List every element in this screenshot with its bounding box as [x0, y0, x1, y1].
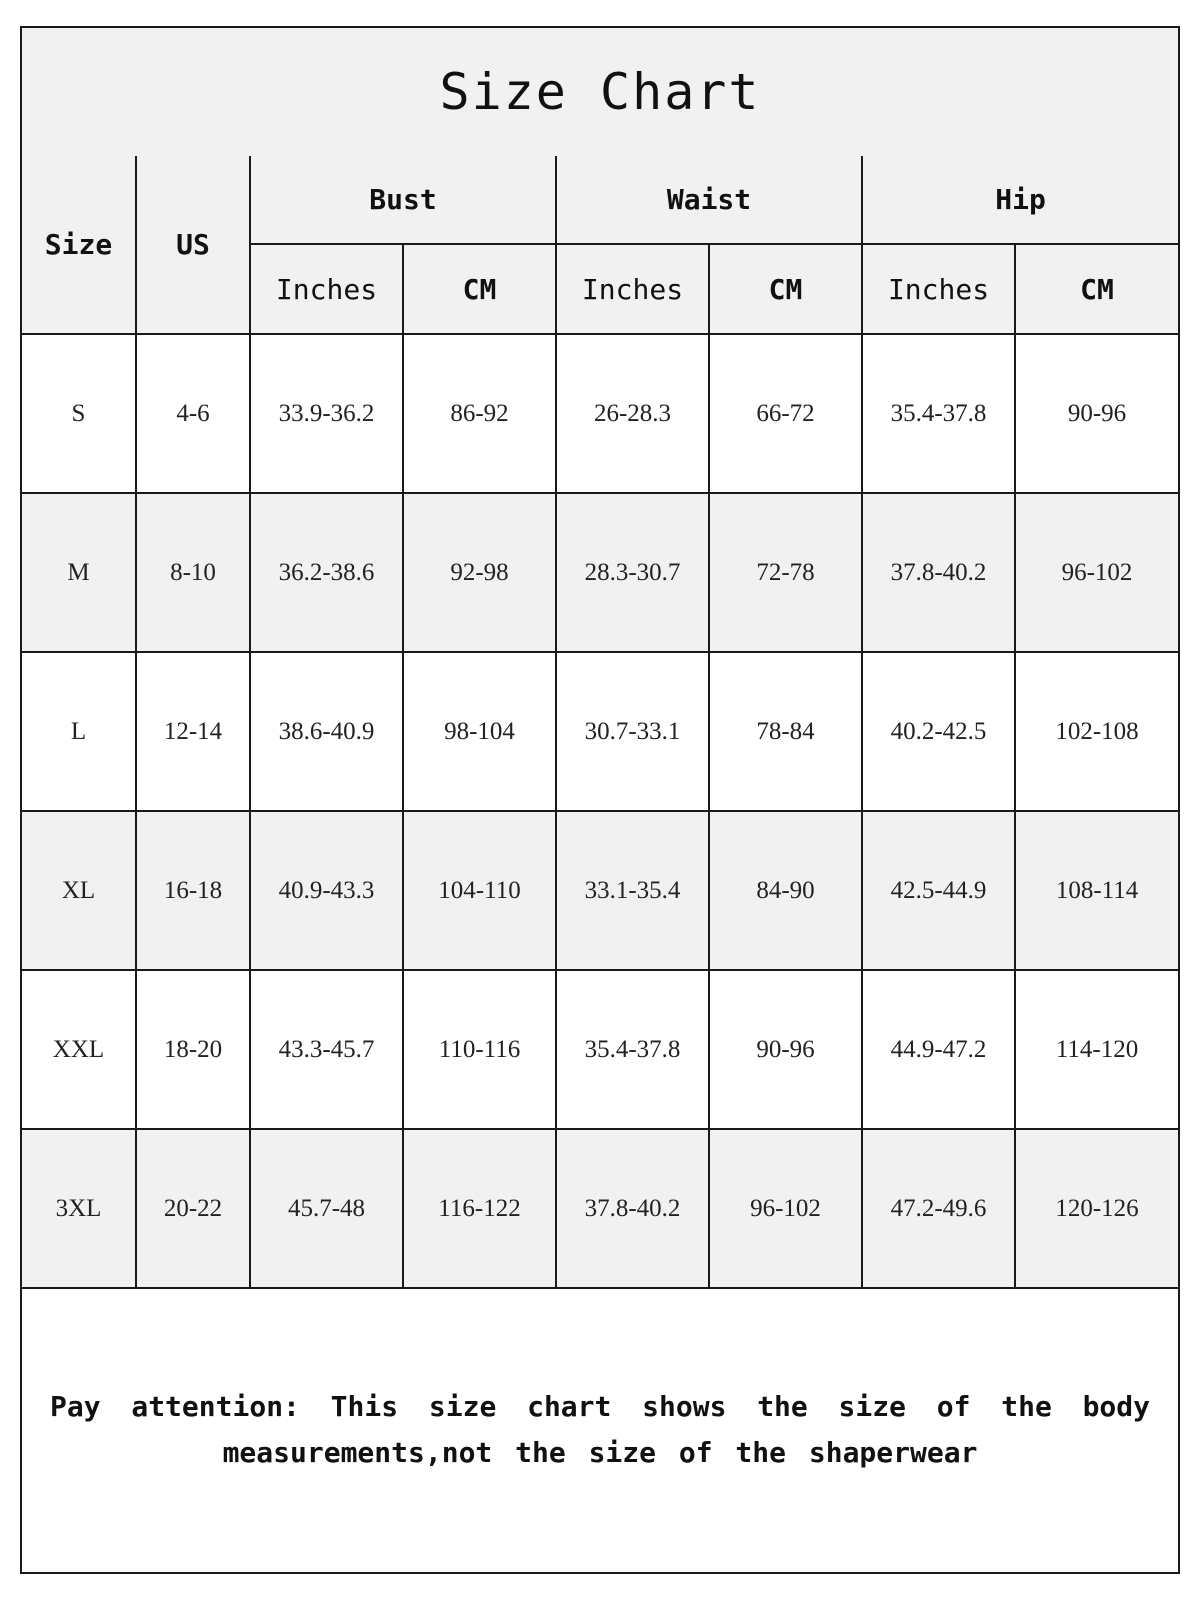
cell-waist-inches: 33.1-35.4 — [556, 811, 709, 970]
header-waist-inches: Inches — [556, 244, 709, 334]
cell-hip-inches: 42.5-44.9 — [862, 811, 1015, 970]
title-bar — [22, 28, 1178, 158]
cell-us: 20-22 — [136, 1129, 250, 1288]
cell-us: 4-6 — [136, 334, 250, 493]
cell-us: 18-20 — [136, 970, 250, 1129]
cell-bust-inches: 45.7-48 — [250, 1129, 403, 1288]
cell-hip-inches: 37.8-40.2 — [862, 493, 1015, 652]
cell-waist-cm: 90-96 — [709, 970, 862, 1129]
cell-hip-cm: 96-102 — [1015, 493, 1178, 652]
cell-size: XXL — [22, 970, 136, 1129]
cell-us: 16-18 — [136, 811, 250, 970]
size-chart-frame — [20, 26, 1180, 1574]
cell-waist-inches: 37.8-40.2 — [556, 1129, 709, 1288]
header-hip-cm: CM — [1015, 244, 1178, 334]
table-row — [22, 493, 1178, 652]
cell-hip-inches: 40.2-42.5 — [862, 652, 1015, 811]
attention-note: Pay attention: This size chart shows the size of the body measurements,not the size of the shaperwear — [50, 1390, 1150, 1469]
table-row — [22, 811, 1178, 970]
cell-bust-cm: 86-92 — [403, 334, 556, 493]
cell-waist-inches: 28.3-30.7 — [556, 493, 709, 652]
cell-hip-cm: 90-96 — [1015, 334, 1178, 493]
cell-hip-cm: 108-114 — [1015, 811, 1178, 970]
cell-bust-cm: 110-116 — [403, 970, 556, 1129]
cell-waist-cm: 84-90 — [709, 811, 862, 970]
header-waist: Waist — [556, 156, 862, 244]
cell-size: L — [22, 652, 136, 811]
table-row — [22, 970, 1178, 1129]
cell-waist-cm: 72-78 — [709, 493, 862, 652]
cell-hip-inches: 44.9-47.2 — [862, 970, 1015, 1129]
cell-bust-inches: 33.9-36.2 — [250, 334, 403, 493]
cell-hip-inches: 35.4-37.8 — [862, 334, 1015, 493]
cell-hip-cm: 120-126 — [1015, 1129, 1178, 1288]
cell-size: M — [22, 493, 136, 652]
cell-bust-inches: 36.2-38.6 — [250, 493, 403, 652]
header-bust-cm: CM — [403, 244, 556, 334]
cell-waist-inches: 30.7-33.1 — [556, 652, 709, 811]
size-table — [22, 156, 1178, 1289]
header-hip-inches: Inches — [862, 244, 1015, 334]
header-bust-inches: Inches — [250, 244, 403, 334]
header-size: Size — [22, 156, 136, 334]
cell-size: S — [22, 334, 136, 493]
cell-waist-cm: 78-84 — [709, 652, 862, 811]
cell-bust-inches: 43.3-45.7 — [250, 970, 403, 1129]
cell-hip-cm: 102-108 — [1015, 652, 1178, 811]
header-bust: Bust — [250, 156, 556, 244]
header-row-groups — [22, 156, 1178, 244]
cell-hip-cm: 114-120 — [1015, 970, 1178, 1129]
cell-bust-inches: 40.9-43.3 — [250, 811, 403, 970]
header-us: US — [136, 156, 250, 334]
cell-bust-cm: 98-104 — [403, 652, 556, 811]
cell-bust-cm: 116-122 — [403, 1129, 556, 1288]
cell-size: 3XL — [22, 1129, 136, 1288]
cell-waist-inches: 26-28.3 — [556, 334, 709, 493]
cell-bust-inches: 38.6-40.9 — [250, 652, 403, 811]
cell-us: 12-14 — [136, 652, 250, 811]
table-row — [22, 652, 1178, 811]
cell-hip-inches: 47.2-49.6 — [862, 1129, 1015, 1288]
note-section — [22, 1288, 1178, 1572]
cell-waist-inches: 35.4-37.8 — [556, 970, 709, 1129]
cell-bust-cm: 104-110 — [403, 811, 556, 970]
cell-us: 8-10 — [136, 493, 250, 652]
page-title: Size Chart — [439, 63, 761, 121]
header-waist-cm: CM — [709, 244, 862, 334]
header-hip: Hip — [862, 156, 1178, 244]
cell-size: XL — [22, 811, 136, 970]
cell-waist-cm: 66-72 — [709, 334, 862, 493]
table-row — [22, 1129, 1178, 1288]
table-row — [22, 334, 1178, 493]
cell-waist-cm: 96-102 — [709, 1129, 862, 1288]
cell-bust-cm: 92-98 — [403, 493, 556, 652]
